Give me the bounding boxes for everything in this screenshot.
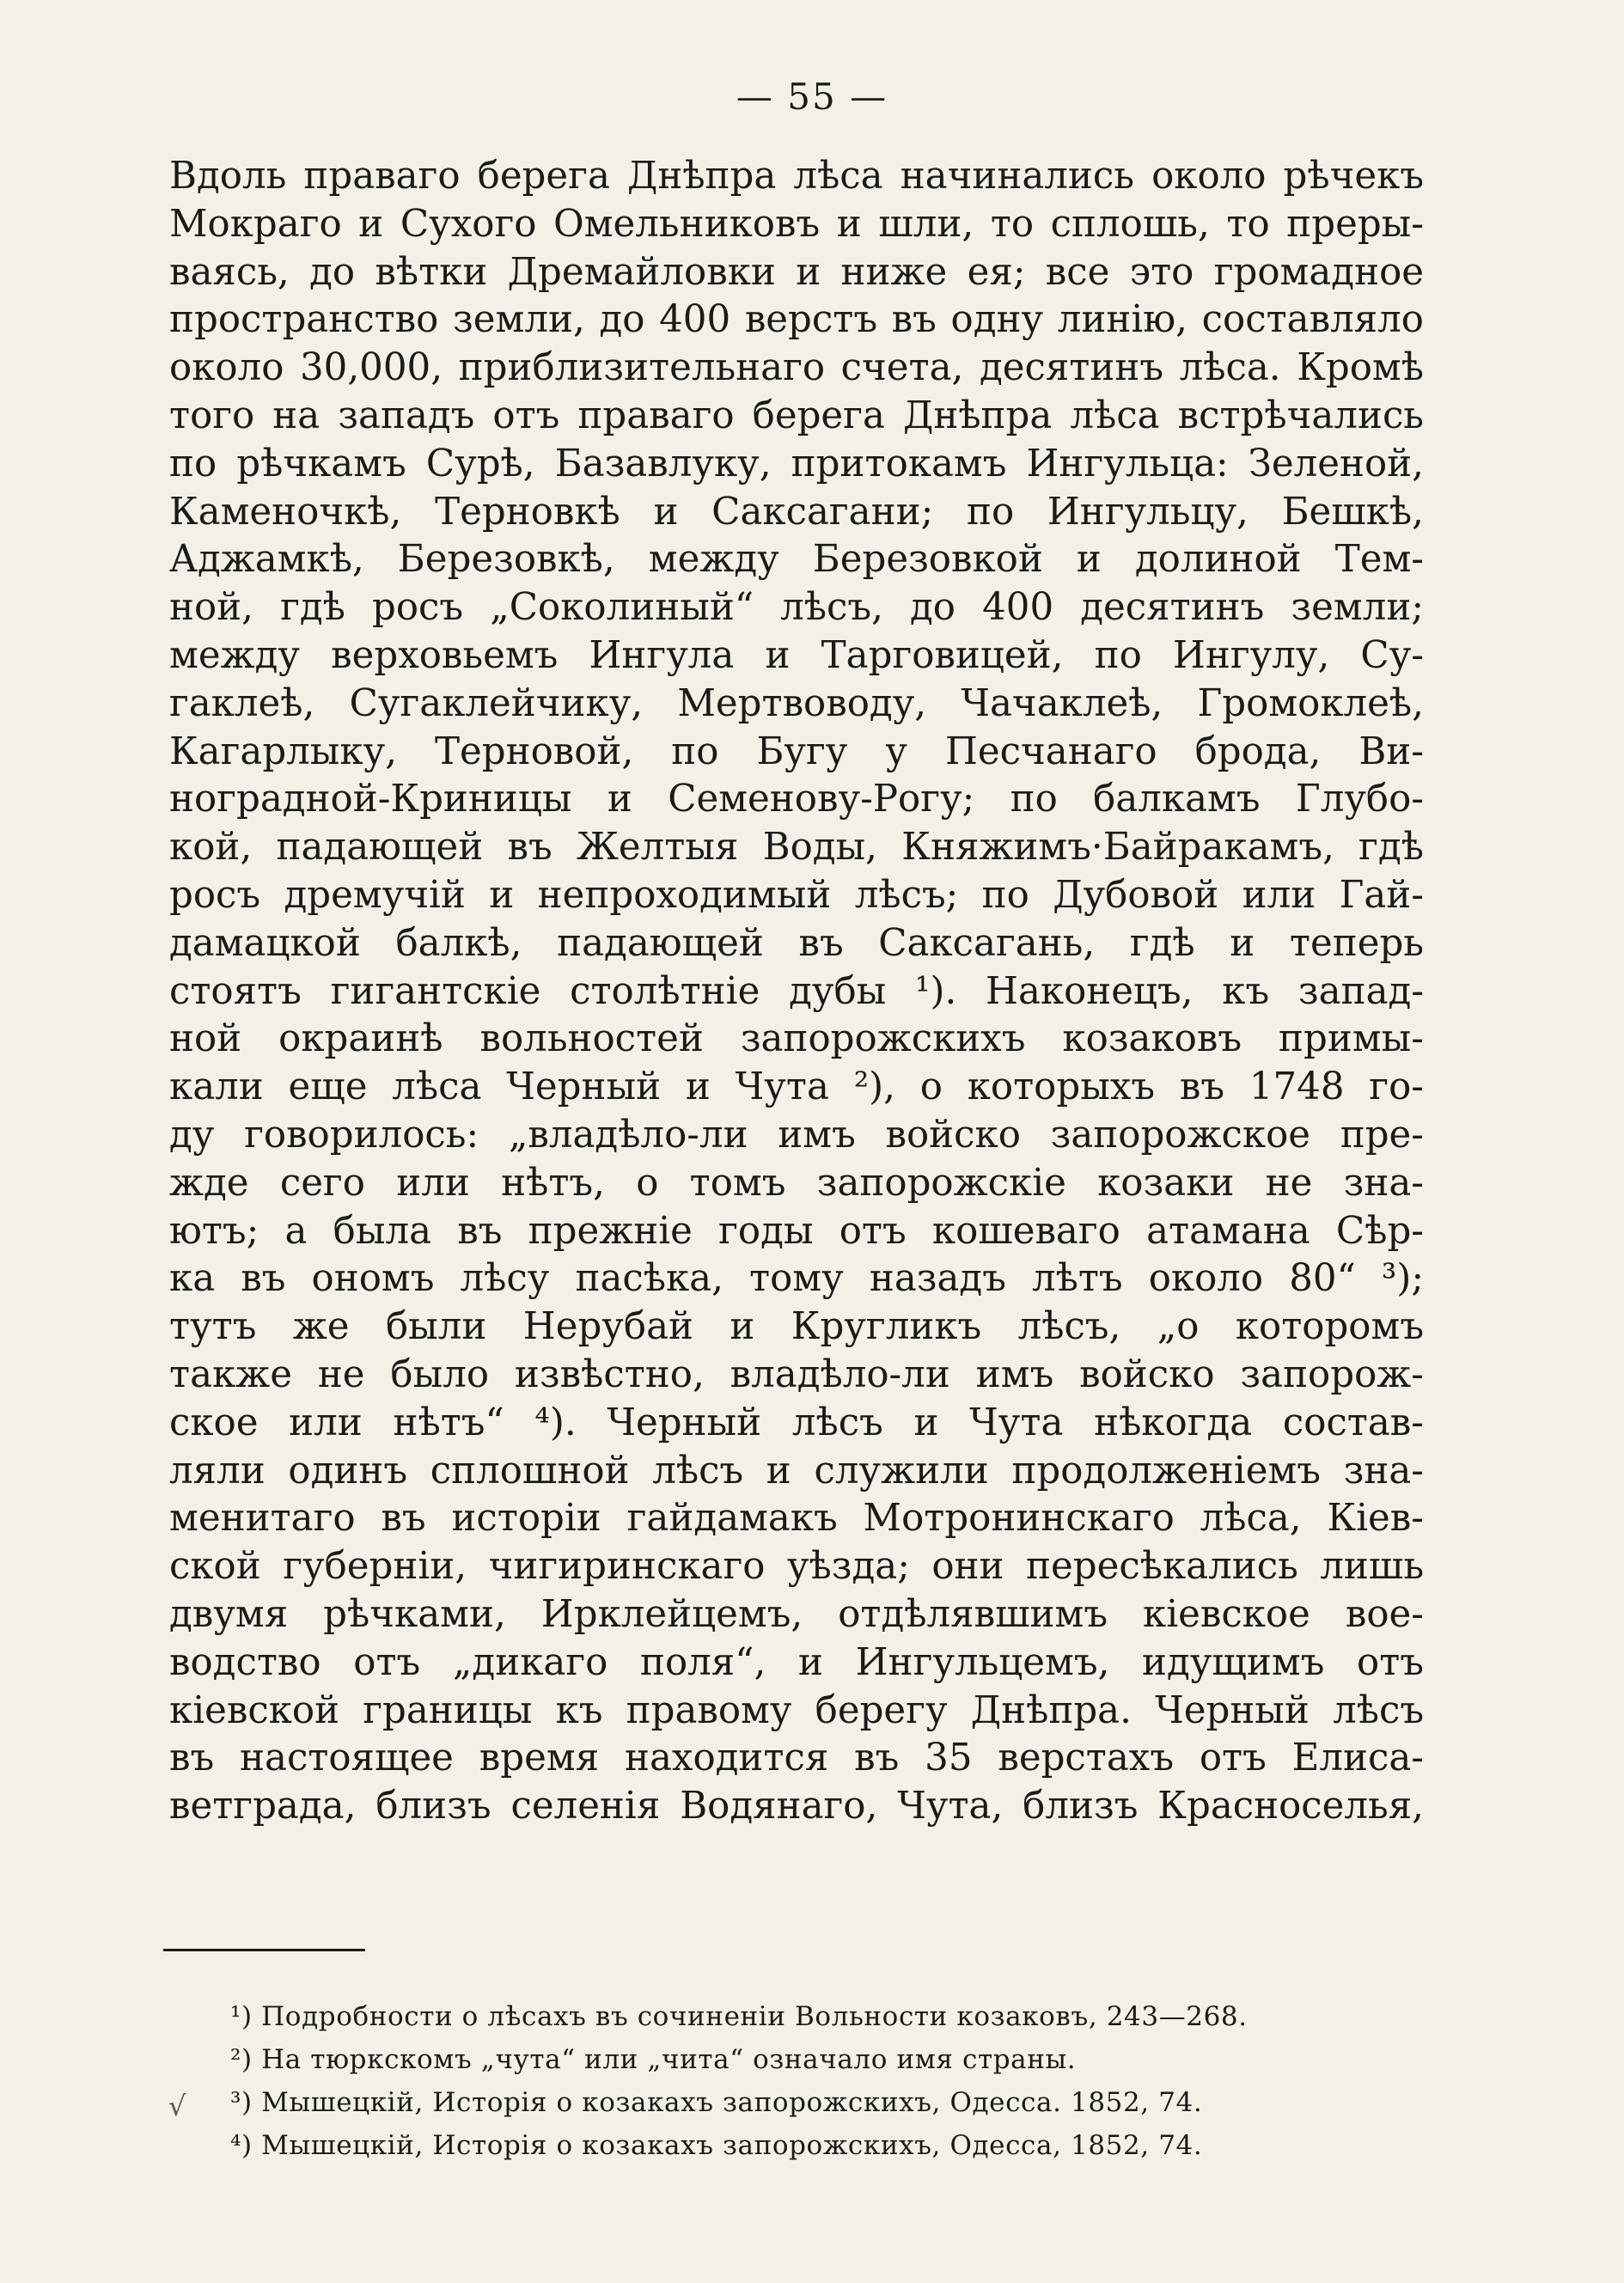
- text-line: менитаго въ исторіи гайдамакъ Мотронинскаго лѣса, Кіев-: [169, 1497, 1424, 1541]
- text-line: ской губерніи, чигиринскаго уѣзда; они пересѣкались лишь: [169, 1545, 1424, 1589]
- text-line: Аджамкѣ, Березовкѣ, между Березовкой и долиной Тем-: [169, 538, 1424, 582]
- text-line: ваясь, до вѣтки Дремайловки и ниже ея; все это громадное: [169, 250, 1424, 294]
- footnote: ³) Мышецкій, Исторія о козакахъ запорожскихъ, Одесса. 1852, 74.: [230, 2087, 1203, 2118]
- text-line: стоятъ гигантскіе столѣтніе дубы ¹). Наконецъ, къ запад-: [169, 969, 1424, 1013]
- text-line: ляли одинъ сплошной лѣсъ и служили продолженіемъ зна-: [169, 1449, 1424, 1492]
- text-line: того на западъ отъ праваго берега Днѣпра лѣса встрѣчались: [169, 394, 1424, 437]
- text-line: Кагарлыку, Терновой, по Бугу у Песчанаго брода, Ви-: [169, 729, 1424, 773]
- footnotes: [230, 1995, 1433, 2167]
- text-line: росъ дремучій и непроходимый лѣсъ; по Дубовой или Гай-: [169, 873, 1424, 917]
- main-text: [169, 153, 1424, 1831]
- text-line: ка въ ономъ лѣсу пасѣка, тому назадъ лѣтъ около 80“ ³);: [169, 1257, 1424, 1301]
- text-line: двумя рѣчками, Ирклейцемъ, отдѣлявшимъ кіевское вое-: [169, 1592, 1424, 1636]
- text-line: Вдоль праваго берега Днѣпра лѣса начинались около рѣчекъ: [169, 155, 1424, 198]
- text-line: ной, гдѣ росъ „Соколиный“ лѣсъ, до 400 десятинъ земли;: [169, 586, 1424, 630]
- footnote: ²) На тюркскомъ „чута“ или „чита“ означало имя страны.: [230, 2044, 1077, 2075]
- page-number: — 55 —: [736, 76, 888, 118]
- text-line: кой, падающей въ Желтыя Воды, Княжимъ·Байракамъ, гдѣ: [169, 826, 1424, 870]
- text-line: Каменочкѣ, Терновкѣ и Саксагани; по Ингульцу, Бешкѣ,: [169, 490, 1424, 534]
- footnote: ¹) Подробности о лѣсахъ въ сочиненіи Вольности козаковъ, 243—268.: [230, 2001, 1248, 2032]
- text-line: кали еще лѣса Черный и Чута ²), о которыхъ въ 1748 го-: [169, 1065, 1424, 1109]
- text-line: жде сего или нѣтъ, о томъ запорожскіе козаки не зна-: [169, 1161, 1424, 1205]
- text-line: ноградной-Криницы и Семенову-Рогу; по балкамъ Глубо-: [169, 778, 1424, 821]
- text-line: также не было извѣстно, владѣло-ли имъ войско запорож-: [169, 1352, 1424, 1396]
- text-line: Мокраго и Сухого Омельниковъ и шли, то сплошь, то преры-: [169, 202, 1424, 246]
- text-line: пространство земли, до 400 верстъ въ одну линію, составляло: [169, 298, 1424, 342]
- text-line: дамацкой балкѣ, падающей въ Саксагань, гдѣ и теперь: [169, 921, 1424, 965]
- text-line: ютъ; а была въ прежніе годы отъ кошеваго атамана Сѣр-: [169, 1209, 1424, 1253]
- text-line: водство отъ „дикаго поля“, и Ингульцемъ, идущимъ отъ: [169, 1640, 1424, 1684]
- footnote-separator: [163, 1949, 365, 1951]
- text-line: гаклеѣ, Сугаклейчику, Мертвоводу, Чачаклеѣ, Громоклеѣ,: [169, 681, 1424, 725]
- text-line: около 30,000, приблизительнаго счета, десятинъ лѣса. Кромѣ: [169, 346, 1424, 390]
- text-line: ветграда, близъ селенія Водянаго, Чута, близъ Красноселья,: [169, 1785, 1424, 1828]
- text-line: ское или нѣтъ“ ⁴). Черный лѣсъ и Чута нѣкогда состав-: [169, 1401, 1424, 1444]
- text-line: ной окраинѣ вольностей запорожскихъ козаковъ примы-: [169, 1017, 1424, 1061]
- text-line: въ настоящее время находится въ 35 верстахъ отъ Елиса-: [169, 1737, 1424, 1780]
- text-line: тутъ же были Нерубай и Кругликъ лѣсъ, „о которомъ: [169, 1305, 1424, 1349]
- footnote: ⁴) Мышецкій, Исторія о козакахъ запорожскихъ, Одесса, 1852, 74.: [230, 2130, 1203, 2161]
- margin-checkmark: √: [168, 2090, 186, 2122]
- text-line: кіевской границы къ правому берегу Днѣпра. Черный лѣсъ: [169, 1688, 1424, 1732]
- text-line: ду говорилось: „владѣло-ли имъ войско запорожское пре-: [169, 1113, 1424, 1157]
- text-line: по рѣчкамъ Сурѣ, Базавлуку, притокамъ Ингульца: Зеленой,: [169, 442, 1424, 485]
- text-line: между верховьемъ Ингула и Тарговицей, по Ингулу, Су-: [169, 633, 1424, 677]
